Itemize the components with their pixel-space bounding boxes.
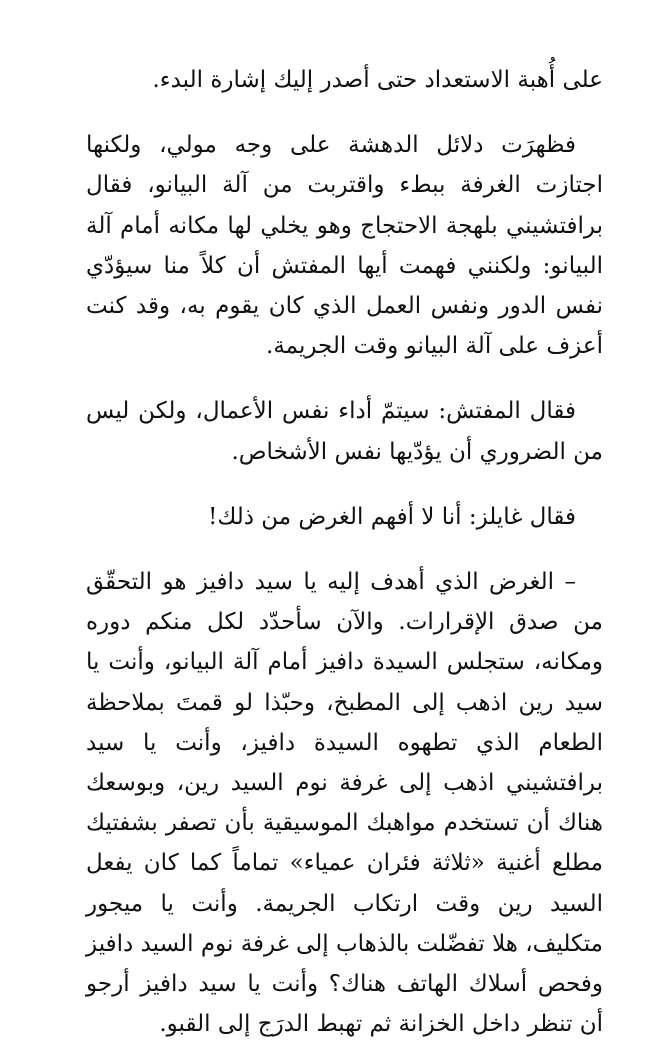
paragraph-3: فقال المفتش: سيتمّ أداء نفس الأعمال، ولكن ليس من الضروري أن يؤدّيها نفس الأشخاص. — [86, 398, 603, 465]
paragraph-4: فقال غايلز: أنا لا أفهم الغرض من ذلك! — [208, 503, 576, 530]
paragraph-2: فظهرَت دلائل الدهشة على وجه مولي، ولكنها اجتازت الغرفة ببطء واقتربت من آلة البيانو، فقال برافتشيني بلهجة الاحتجاج وهو يخلي لها مكانه أمام آلة البيانو: ولكنني فهمت أيها المفتش أن كلاً منا سيؤدّي نفس الدور ونفس العمل الذي كان يقوم به، وقد كنت أعزف على آلة البيانو وقت الجريمة. — [86, 132, 603, 360]
paragraph-1: على أُهبة الاستعداد حتى أصدر إليك إشارة البدء. — [152, 67, 603, 93]
page-text — [86, 60, 603, 1044]
paragraph-5: – الغرض الذي أهدف إليه يا سيد دافيز هو التحقّق من صدق الإقرارات. والآن سأحدّد لكل منكم دوره ومكانه، ستجلس السيدة دافيز أمام آلة البيانو، وأنت يا سيد رين اذهب إلى المطبخ، وحبّذا لو قمتَ بملاحظة الطعام الذي تطهوه السيدة دافيز، وأنت يا سيد برافتشيني اذهب إلى غرفة نوم السيد رين، وبوسعك هناك أن تستخدم مواهبك الموسيقية بأن تصفر بشفتيك مطلع أغنية «ثلاثة فئران عمياء» تماماً كما كان يفعل السيد رين وقت ارتكاب الجريمة. وأنت يا ميجور متكليف، هلا تفضّلت بالذهاب إلى غرفة نوم السيد دافيز وفحص أسلاك الهاتف هناك؟ وأنت يا سيد دافيز أرجو أن تنظر داخل الخزانة ثم تهبط الدرَج إلى القبو. — [86, 569, 603, 1038]
